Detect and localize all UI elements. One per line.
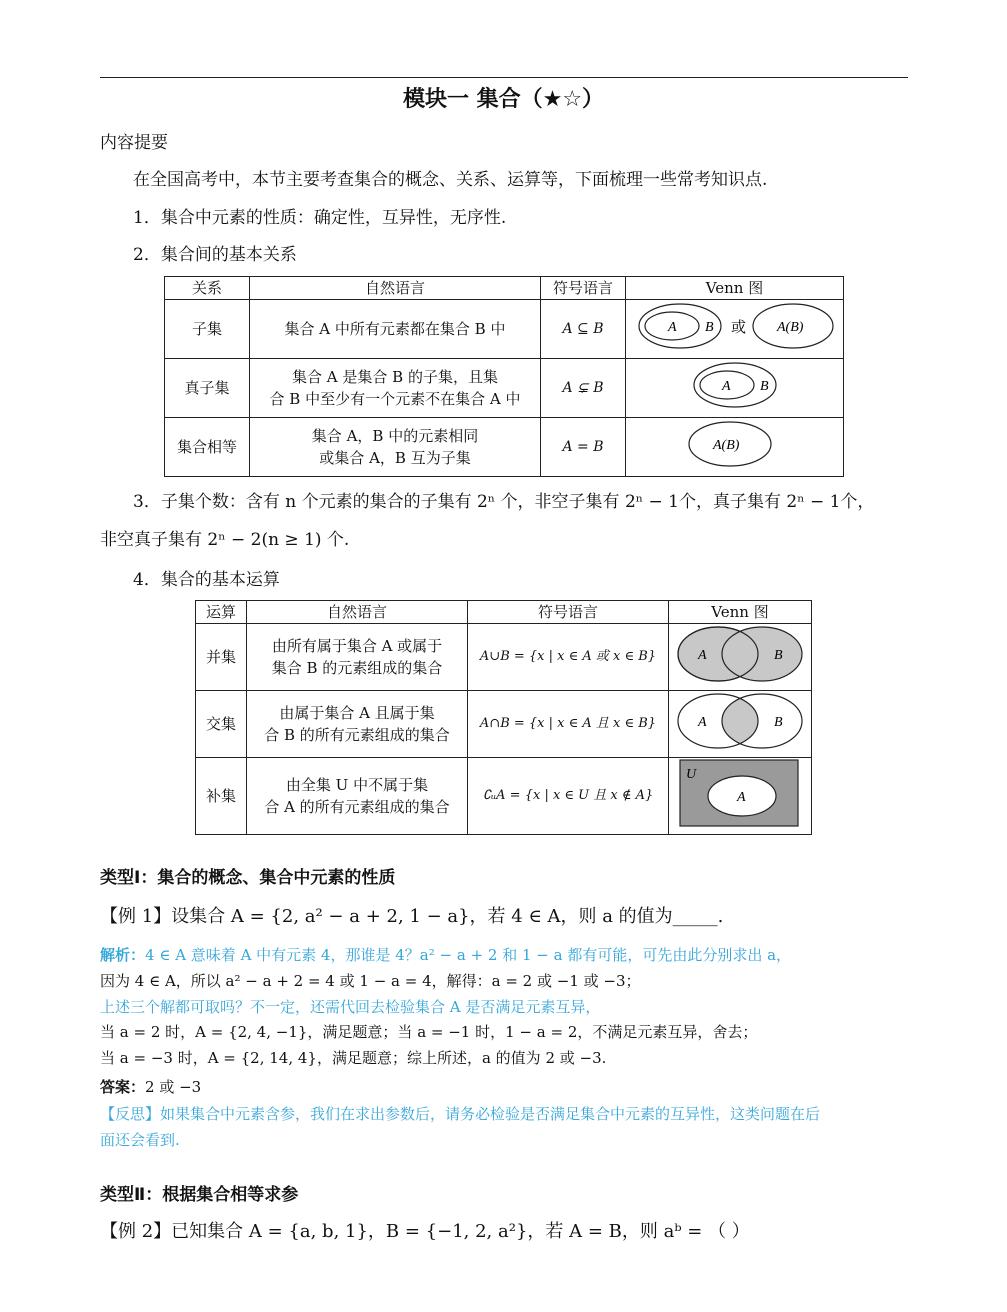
table1-header: 关系: [165, 277, 250, 300]
answer-value: 2 或 −3: [145, 1078, 202, 1096]
desc-line: 由全集 U 中不属于集: [285, 776, 429, 794]
desc-line: 由属于集合 A 且属于集: [279, 704, 435, 722]
reflection-line-2: 面还会看到.: [100, 1131, 180, 1149]
table2-header: 符号语言: [468, 601, 669, 624]
venn-complement-diagram: [678, 758, 802, 828]
answer-label: 答案：: [100, 1078, 146, 1096]
operations-table: [195, 600, 812, 835]
table2-row-symbol: A∩B = {x | x ∈ A 且 x ∈ B}: [468, 691, 669, 758]
table1-row-symbol: A ⊆ B: [541, 300, 626, 359]
venn-label-b: B: [774, 715, 783, 730]
venn-union: [669, 624, 812, 691]
venn-label-b: B: [774, 648, 783, 663]
table1-row-symbol: A = B: [541, 418, 626, 477]
example-2: 【例 2】已知集合 A = {a, b, 1}，B = {−1, 2, a²}，若 A = B，则 aᵇ = （ ）: [100, 1221, 750, 1242]
venn-proper-subset: [626, 359, 844, 418]
table2-header: 自然语言: [247, 601, 468, 624]
venn-label-ab: A(B): [776, 320, 803, 335]
table2-header: 运算: [196, 601, 247, 624]
table1-row-symbol: A ⊊ B: [541, 359, 626, 418]
desc-line: 集合 B 的元素组成的集合: [271, 659, 443, 677]
venn-label-a: A: [721, 379, 731, 394]
table1-row-name: 真子集: [165, 359, 250, 418]
table1-header: Venn 图: [626, 277, 844, 300]
table1-row-name: 子集: [165, 300, 250, 359]
reflection-line-1: 【反思】如果集合中元素含参，我们在求出参数后，请务必检验是否满足集合中元素的互异性，这类问题在后: [100, 1105, 821, 1123]
desc-line: 集合 A，B 中的元素相同: [311, 427, 479, 445]
venn-proper-subset-diagram: [685, 359, 785, 411]
table2-row-symbol: ∁ᵤA = {x | x ∈ U 且 x ∉ A}: [468, 758, 669, 835]
table2-row-name: 补集: [196, 758, 247, 835]
venn-intersection: [669, 691, 812, 758]
table1-row-desc: [250, 359, 541, 418]
item-1: 1．集合中元素的性质：确定性，互异性，无序性.: [133, 208, 507, 228]
venn-or: 或: [730, 318, 746, 336]
table2-row-desc: [247, 624, 468, 691]
answer: [100, 1076, 201, 1097]
item-3-line-1: 3．子集个数：含有 n 个元素的集合的子集有 2ⁿ 个，非空子集有 2ⁿ − 1个，真子集有 2ⁿ − 1个，: [133, 492, 875, 512]
example-1: 【例 1】设集合 A = {2, a² − a + 2, 1 − a}，若 4 ∈ A，则 a 的值为_____.: [100, 906, 724, 927]
solution-hint: 4 ∈ A 意味着 A 中有元素 4，那谁是 4？a² − a + 2 和 1 − a 都有可能，可先由此分别求出 a，: [145, 946, 792, 964]
desc-line: 合 A 的所有元素组成的集合: [264, 798, 450, 816]
venn-label-b: B: [704, 320, 714, 335]
type-2-heading: 类型Ⅱ：根据集合相等求参: [100, 1185, 299, 1205]
solution-line-2: 因为 4 ∈ A，所以 a² − a + 2 = 4 或 1 − a = 4，解得：a = 2 或 −1 或 −3；: [100, 972, 641, 990]
table2-row-desc: [247, 758, 468, 835]
desc-line: 合 B 的所有元素组成的集合: [264, 726, 450, 744]
table1-header: 符号语言: [541, 277, 626, 300]
venn-union-diagram: [670, 624, 810, 684]
venn-subset: [626, 300, 844, 359]
relations-table: [164, 276, 844, 477]
venn-label-a: A: [667, 320, 677, 335]
venn-label-ab: A(B): [712, 438, 739, 453]
table1-row-desc: [250, 418, 541, 477]
solution-line-3: 上述三个解都可取吗？不一定，还需代回去检验集合 A 是否满足元素互异，: [100, 998, 601, 1016]
table2-header: Venn 图: [669, 601, 812, 624]
desc-line: 合 B 中至少有一个元素不在集合 A 中: [269, 390, 521, 408]
venn-subset-diagram: [635, 300, 835, 352]
table2-row-symbol: A∪B = {x | x ∈ A 或 x ∈ B}: [468, 624, 669, 691]
venn-equal-diagram: [685, 418, 785, 470]
desc-line: 或集合 A，B 互为子集: [319, 449, 471, 467]
table2-row-name: 并集: [196, 624, 247, 691]
type-1-heading: 类型Ⅰ：集合的概念、集合中元素的性质: [100, 868, 396, 888]
venn-intersection-diagram: [670, 691, 810, 751]
venn-label-a: A: [698, 715, 707, 730]
venn-label-u: U: [686, 767, 697, 782]
table1-row-name: 集合相等: [165, 418, 250, 477]
table2-row-desc: [247, 691, 468, 758]
solution-line-4: 当 a = 2 时，A = {2, 4, −1}，满足题意；当 a = −1 时，1 − a = 2，不满足元素互异，舍去；: [100, 1023, 758, 1041]
solution-line-1: [100, 944, 791, 965]
table1-header: 自然语言: [250, 277, 541, 300]
page-title: 模块一 集合（★☆）: [402, 87, 605, 112]
section-label: 内容提要: [100, 133, 168, 153]
item-3-line-2: 非空真子集有 2ⁿ − 2(n ≥ 1) 个.: [100, 530, 350, 550]
venn-complement: [669, 758, 812, 835]
venn-label-b: B: [759, 379, 769, 394]
solution-line-5: 当 a = −3 时，A = {2, 14, 4}，满足题意；综上所述，a 的值为 2 或 −3.: [100, 1049, 607, 1067]
intro-text: 在全国高考中，本节主要考查集合的概念、关系、运算等，下面梳理一些常考知识点.: [133, 170, 768, 190]
item-4: 4．集合的基本运算: [133, 570, 280, 590]
venn-label-a: A: [698, 648, 707, 663]
desc-line: 由所有属于集合 A 或属于: [271, 637, 443, 655]
table1-row-desc: 集合 A 中所有元素都在集合 B 中: [250, 300, 541, 359]
venn-label-a: A: [737, 790, 746, 805]
item-2: 2．集合间的基本关系: [133, 245, 297, 265]
venn-equal: [626, 418, 844, 477]
desc-line: 集合 A 是集合 B 的子集，且集: [292, 368, 498, 386]
solution-label: 解析：: [100, 946, 146, 964]
table2-row-name: 交集: [196, 691, 247, 758]
top-rule: [100, 77, 908, 78]
